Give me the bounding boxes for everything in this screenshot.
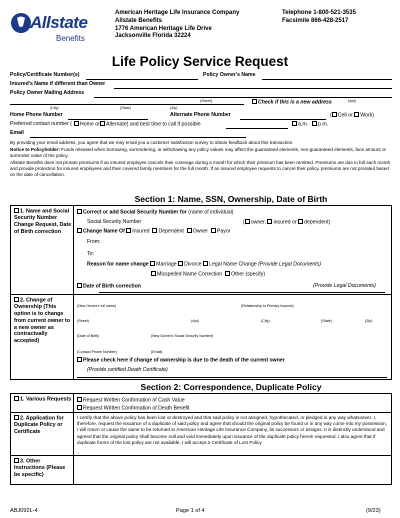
header (10, 8, 392, 48)
email-field[interactable] (30, 137, 246, 138)
caption: (Relationship to Primary Insured) (241, 304, 294, 308)
checkbox[interactable] (77, 397, 82, 402)
checkbox[interactable] (77, 228, 82, 233)
section-2-q3-box (10, 455, 392, 485)
checkbox[interactable] (14, 297, 19, 302)
revision-date: (9/23) (366, 508, 381, 514)
other-instructions-field[interactable] (75, 457, 391, 484)
home-phone-field[interactable] (68, 119, 148, 120)
caption: (Date of Birth) (77, 334, 100, 338)
logo-text: Allstate (30, 13, 88, 32)
mailing-address-label: Policy Owner Mailing Address (10, 90, 85, 96)
city-state-zip-field[interactable] (10, 99, 244, 105)
checkbox[interactable] (203, 261, 208, 266)
q2-label: 2. Change of Ownership (This option is to change from current owner to a new owner as contractually accepted) (14, 297, 71, 344)
checkbox[interactable] (312, 121, 317, 126)
caption: (State) (321, 319, 332, 323)
logo-subtext: Benefits (56, 34, 85, 43)
s2-q1-label: 1. Various Requests (14, 396, 72, 403)
s2-q3-label: 3. Other Instructions (Please be specific) (14, 458, 66, 478)
checkbox[interactable] (14, 415, 19, 420)
state-caption: (State) (120, 106, 131, 110)
best-time-field[interactable] (226, 128, 288, 129)
checkbox[interactable] (77, 405, 82, 410)
email-consent: By providing your email address, you agree that we may email you a customer satisfaction survey to obtain feedback about this transaction. (10, 140, 294, 145)
other-reason-field[interactable] (303, 271, 383, 293)
email-label: Email (10, 130, 24, 136)
misspelled-option: Misspelled Name Correction Other (specify) (151, 271, 265, 278)
caption: (Zip) (365, 319, 373, 323)
form-number: ABJ092L-4 (10, 508, 38, 514)
company-address (115, 10, 239, 41)
work-checkbox[interactable] (354, 112, 359, 117)
policyholder-notice: Notice to Policyholder: Funds released when borrowing, surrendering, or withdrawing any policy values may affect the guaranteed elements, non-guaranteed elements, face amount or surrender value of the policy. (10, 146, 387, 158)
checkbox[interactable] (252, 99, 257, 104)
home-phone-label: Home Phone Number (10, 112, 63, 118)
street-caption: (Street) (200, 99, 212, 103)
caption: (City) (261, 319, 270, 323)
dob-option[interactable]: Date of Birth correction (77, 283, 141, 290)
cash-value-option[interactable]: Request Written Confirmation of Cash Value (77, 397, 185, 404)
home-option[interactable]: Home or (74, 121, 100, 128)
telephone: Telephone 1-800-521-3535 (282, 10, 356, 16)
caption: (New Owner's Social Security Number) (151, 334, 214, 338)
caption: (Apt) (191, 319, 199, 323)
death-cert: (Provide certified Death Certificate) (87, 367, 168, 373)
death-benefit-option[interactable]: Request Written Confirmation of Death Benefit (77, 405, 190, 412)
premium-notice: Allstate Benefits does not prorate premiums if an insured employee cancels their coverage during a month for which their premium has been remitted. Premiums are due in full each month and provide protection for insured employees and their covered family members for the full month. If an insured employee requests to cancel their policy, premiums are not prorated based on the date of cancellation. (10, 159, 391, 177)
from-label: From: (87, 239, 101, 245)
alternate-option[interactable]: Alternate) and best time to call if possible (100, 121, 201, 128)
checkbox[interactable] (14, 458, 19, 463)
dob-field[interactable] (159, 283, 309, 293)
checkbox[interactable] (77, 283, 82, 288)
checkbox[interactable] (225, 271, 230, 276)
checkbox[interactable] (126, 228, 131, 233)
checkbox[interactable] (178, 261, 183, 266)
checkbox[interactable] (245, 219, 250, 224)
death-option[interactable]: Please check here if change of ownership is due to the death of the current owner (77, 357, 285, 364)
caption: (Street) (77, 319, 89, 323)
q1-label: 1. Name and Social Security Number Change Request, Date of Birth correction (14, 208, 72, 235)
cell-checkbox[interactable] (332, 112, 337, 117)
checkbox[interactable] (150, 261, 155, 266)
owner-name-label: Policy Owner's Name (203, 72, 256, 78)
checkbox[interactable] (77, 357, 82, 362)
apt-caption: (Apt) (348, 99, 356, 103)
section-2-q1-box (10, 393, 392, 413)
phone-type-options: ( Cell or Work) (330, 112, 374, 119)
section-1-q1-box (10, 205, 392, 295)
insured-name-label: Insured's Name if different than Owner (10, 81, 106, 87)
checkbox[interactable] (14, 396, 19, 401)
checkbox[interactable] (77, 209, 82, 214)
insured-name-field[interactable] (114, 88, 392, 89)
duplicate-certification: I certify that the above policy has been lost or destroyed and that said policy is not assigned, hypothecated, or pledged in any way whatsoever. I, therefore, request the issuance of a duplicate of said policy and agree that should the original policy be found or in any way come into my possession, I will return or cause the same to be returned to American Heritage Life Insurance Company, its successors or assigns. It is distinctly understood and agreed that the original policy shall become null and void immediately upon issuance of the duplicate policy herein requested. I also agree that if duplicate forms of the lost policy are not available, I will accept a Certificate of Lost Policy. (77, 415, 388, 445)
section-2-title: Section 2: Correspondence, Duplicate Policy (140, 382, 322, 392)
owner-name-field[interactable] (262, 79, 392, 80)
checkbox[interactable] (14, 208, 19, 213)
section-1-q2-box (10, 294, 392, 380)
alt-phone-label: Alternate Phone Number (170, 112, 231, 118)
checkbox[interactable] (298, 219, 303, 224)
page-number: Page 1 of 4 (176, 508, 205, 514)
company-line: 1776 American Heritage Life Drive (115, 25, 212, 32)
preferred-label: Preferred contact number ( (10, 121, 72, 127)
caption: (Email) (151, 350, 163, 354)
company-line: Allstate Benefits (115, 17, 163, 24)
ssn-role-options: ( owner, insured or dependent) (243, 219, 331, 226)
ssn-label: Social Security Number (87, 219, 142, 225)
checkbox[interactable] (152, 228, 157, 233)
change-name-option: Change Name Of Insured Dependent Owner Payor (77, 228, 230, 235)
company-line: Jacksonville Florida 32224 (115, 33, 191, 40)
zip-caption: (Zip) (170, 106, 178, 110)
pm-option[interactable]: p.m. (312, 121, 328, 128)
policy-number-label: Policy/Certificate Number(s) (10, 72, 80, 78)
checkbox[interactable] (74, 121, 79, 126)
contact-numbers (282, 10, 356, 26)
section-2-q2-box (10, 412, 392, 456)
checkbox[interactable] (187, 228, 192, 233)
caption: (New Owner's full name) (77, 304, 117, 308)
form-title: Life Policy Service Request (111, 54, 289, 69)
policy-number-field[interactable] (86, 79, 198, 80)
dob-docs: (Provide Legal Documents) (313, 283, 376, 289)
allstate-logo (10, 10, 110, 46)
new-address-option[interactable]: Check if this is a new address (252, 99, 332, 106)
section-1-title: Section 1: Name, SSN, Ownership, Date of Birth (134, 194, 328, 204)
hands-logo-icon (10, 12, 32, 34)
city-caption: (City) (50, 106, 59, 110)
checkbox[interactable] (211, 228, 216, 233)
alt-phone-field[interactable] (240, 119, 326, 120)
correct-ssn-option[interactable]: Correct or add Social Security Number for (name of individual) (77, 209, 234, 216)
company-line: American Heritage Life Insurance Company (115, 10, 240, 16)
checkbox[interactable] (267, 219, 272, 224)
mailing-address-field[interactable] (94, 97, 392, 98)
checkbox[interactable] (100, 121, 105, 126)
caption: (Contact Phone Number) (77, 350, 117, 354)
checkbox[interactable] (292, 121, 297, 126)
facsimile: Facsimile 866-428-2517 (282, 17, 349, 24)
reason-row: Reason for name change Marriage Divorce Legal Name Change (Provide Legal Documents) (87, 261, 322, 268)
s2-q2-label: 2. Application for Duplicate Policy or Certificate (14, 415, 64, 435)
to-label: To: (87, 251, 94, 257)
policy-fields (10, 72, 392, 178)
am-option[interactable]: a.m. (292, 121, 308, 128)
checkbox[interactable] (151, 271, 156, 276)
